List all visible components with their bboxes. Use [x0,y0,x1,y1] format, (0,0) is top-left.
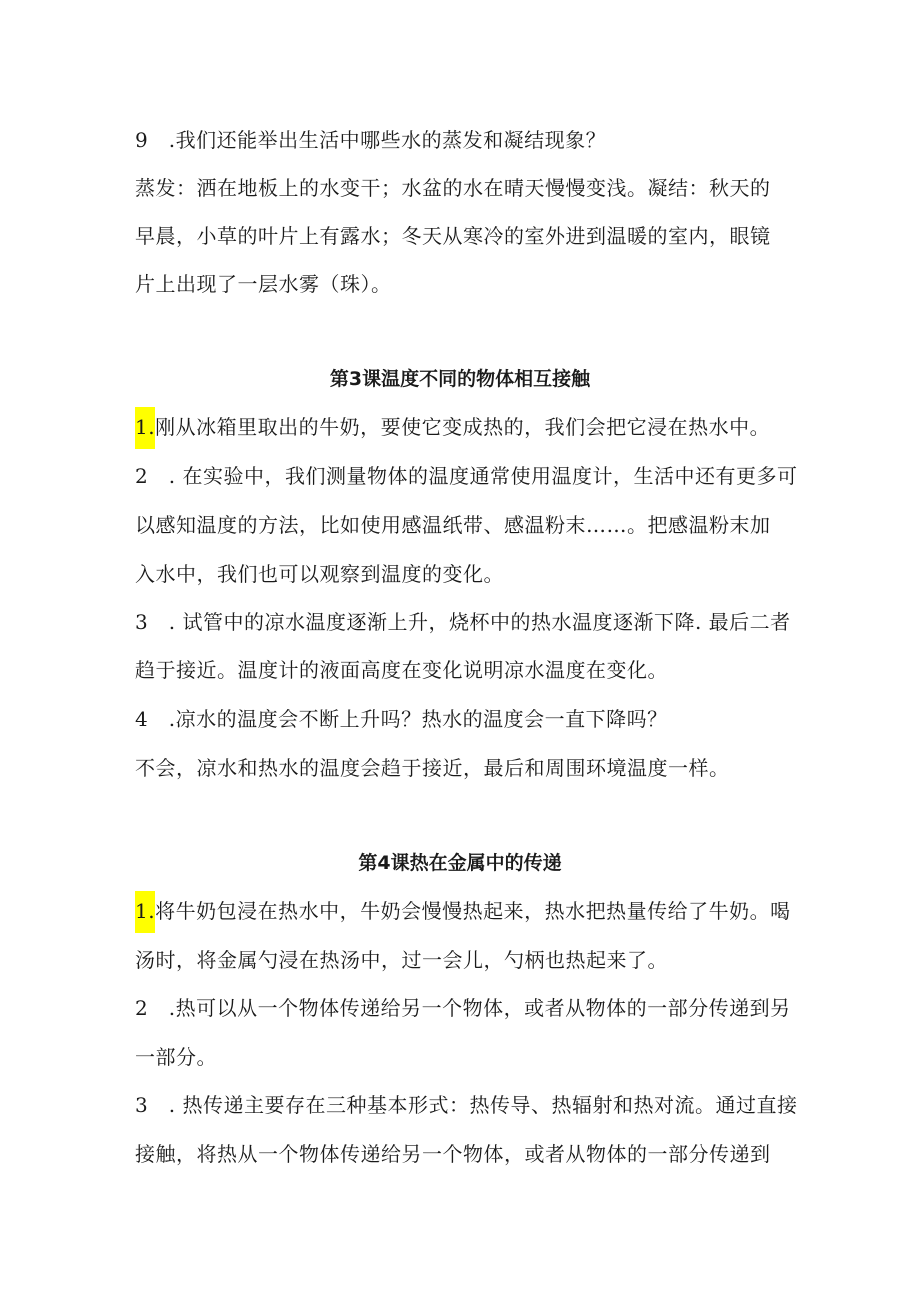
lesson-3-item-3-line-1: 3 . 试管中的凉水温度逐渐上升，烧杯中的热水温度逐渐下降. 最后二者 [135,610,791,634]
lesson-4-item-2-line-1: 2 .热可以从一个物体传递给另一个物体，或者从物体的一部分传递到另 [135,996,791,1020]
lesson-3-item-4-question: 4 .凉水的温度会不断上升吗？热水的温度会一直下降吗？ [135,707,668,731]
lesson-3-item-4-answer: 不会，凉水和热水的温度会趋于接近，最后和周围环境温度一样。 [135,756,730,780]
lesson-3-item-1-text: 刚从冰箱里取出的牛奶，要使它变成热的，我们会把它浸在热水中。 [155,415,771,439]
lesson-3-item-3-line-2: 趋于接近。温度计的液面高度在变化说明凉水温度在变化。 [135,658,668,682]
highlighted-number: 1. [135,407,155,449]
answer-9-line-1: 蒸发：洒在地板上的水变干；水盆的水在晴天慢慢变浅。凝结：秋天的 [135,176,771,200]
lesson-3-item-2-line-2: 以感知温度的方法，比如使用感温纸带、感温粉末……。把感温粉末加 [135,513,771,537]
lesson-4-title: 第4课热在金属中的传递 [358,852,562,874]
lesson-4-item-3-line-1: 3 . 热传递主要存在三种基本形式：热传导、热辐射和热对流。通过直接 [135,1093,798,1117]
lesson-4-item-1-text: 将牛奶包浸在热水中，牛奶会慢慢热起来，热水把热量传给了牛奶。喝 [155,899,791,923]
lesson-4-item-1 [135,897,791,925]
lesson-3-item-2-line-1: 2 . 在实验中，我们测量物体的温度通常使用温度计，生活中还有更多可 [135,464,798,488]
question-9: 9 .我们还能举出生活中哪些水的蒸发和凝结现象？ [135,128,607,152]
highlighted-number: 1. [135,891,155,933]
answer-9-line-2: 早晨，小草的叶片上有露水；冬天从寒冷的室外进到温暖的室内，眼镜 [135,224,771,248]
answer-9-line-3: 片上出现了一层水雾（珠）。 [135,272,392,296]
lesson-4-item-1-line-2: 汤时，将金属勺浸在热汤中，过一会儿，勺柄也热起来了。 [135,948,668,972]
lesson-4-item-2-line-2: 一部分。 [135,1045,217,1069]
lesson-3-title: 第3课温度不同的物体相互接触 [329,368,591,390]
lesson-3-item-2-line-3: 入水中，我们也可以观察到温度的变化。 [135,562,504,586]
lesson-4-item-3-line-2: 接触，将热从一个物体传递给另一个物体，或者从物体的一部分传递到 [135,1142,771,1166]
lesson-3-item-1 [135,413,770,441]
